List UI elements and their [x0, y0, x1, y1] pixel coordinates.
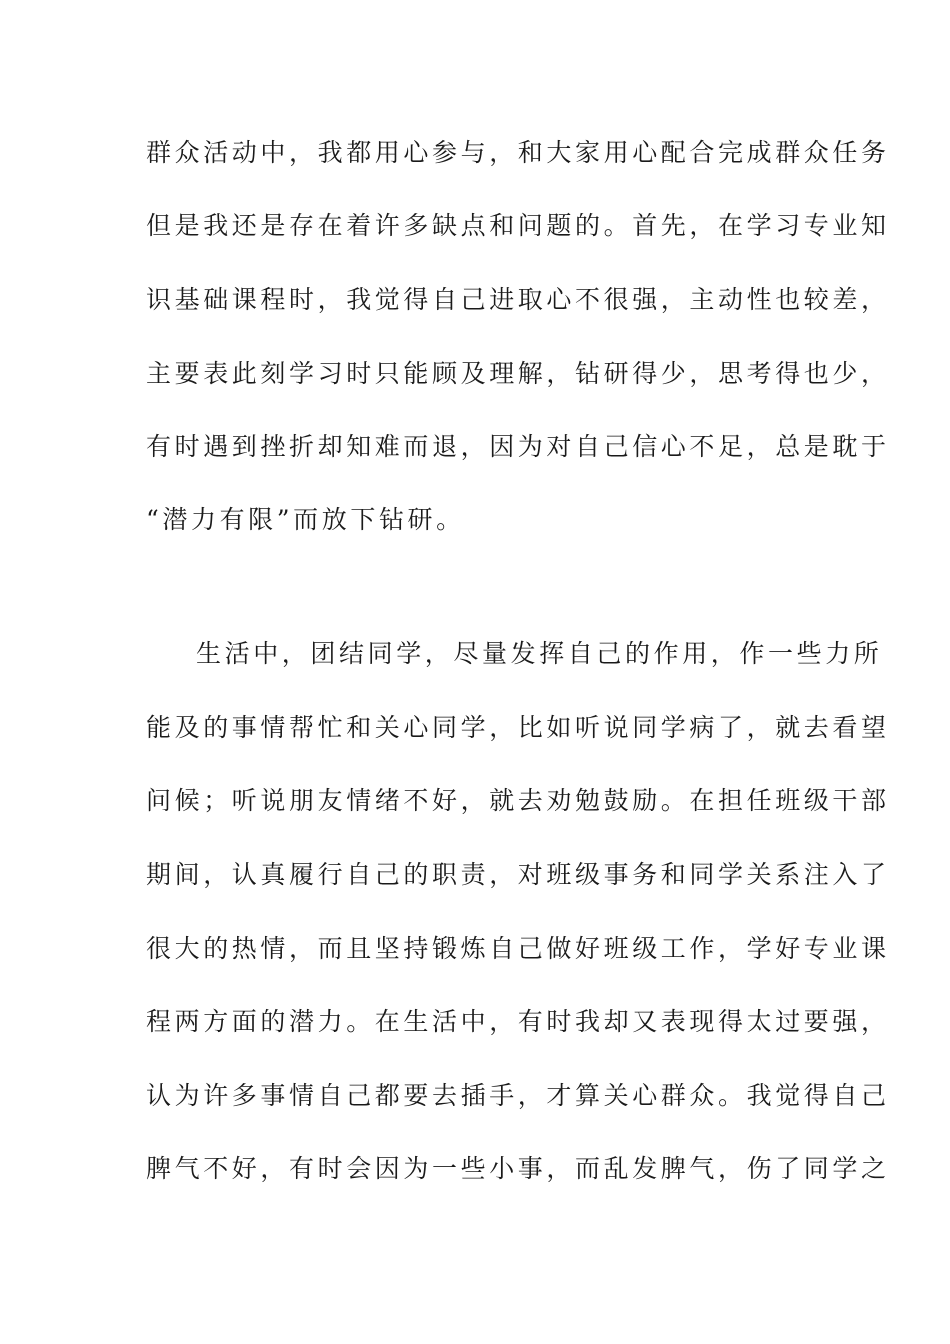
- paragraph-1-line-1: 群众活动中，我都用心参与，和大家用心配合完成群众任务: [146, 138, 890, 167]
- paragraph-2-line-2: 能及的事情帮忙和关心同学，比如听说同学病了，就去看望: [146, 713, 890, 742]
- paragraph-1-line-3: 识基础课程时，我觉得自己进取心不很强，主动性也较差，: [146, 285, 890, 314]
- paragraph-2-line-4: 期间，认真履行自己的职责，对班级事务和同学关系注入了: [146, 860, 890, 889]
- paragraph-2-line-7: 认为许多事情自己都要去插手，才算关心群众。我觉得自己: [146, 1081, 890, 1110]
- paragraph-2-line-6: 程两方面的潜力。在生活中，有时我却又表现得太过要强，: [146, 1007, 890, 1036]
- paragraph-2-line-5: 很大的热情，而且坚持锻炼自己做好班级工作，学好专业课: [146, 934, 890, 963]
- paragraph-1-line-2: 但是我还是存在着许多缺点和问题的。首先，在学习专业知: [146, 211, 890, 240]
- paragraph-1-line-6: “潜力有限”而放下钻研。: [146, 505, 465, 534]
- paragraph-2-line-3: 问候；听说朋友情绪不好，就去劝勉鼓励。在担任班级干部: [146, 786, 890, 815]
- paragraph-2-line-8: 脾气不好，有时会因为一些小事，而乱发脾气，伤了同学之: [146, 1154, 890, 1183]
- paragraph-1-line-5: 有时遇到挫折却知难而退，因为对自己信心不足，总是耽于: [146, 432, 890, 461]
- paragraph-2-line-1: 生活中，团结同学，尽量发挥自己的作用，作一些力所: [196, 639, 883, 668]
- paragraph-1-line-4: 主要表此刻学习时只能顾及理解，钻研得少，思考得也少，: [146, 359, 890, 388]
